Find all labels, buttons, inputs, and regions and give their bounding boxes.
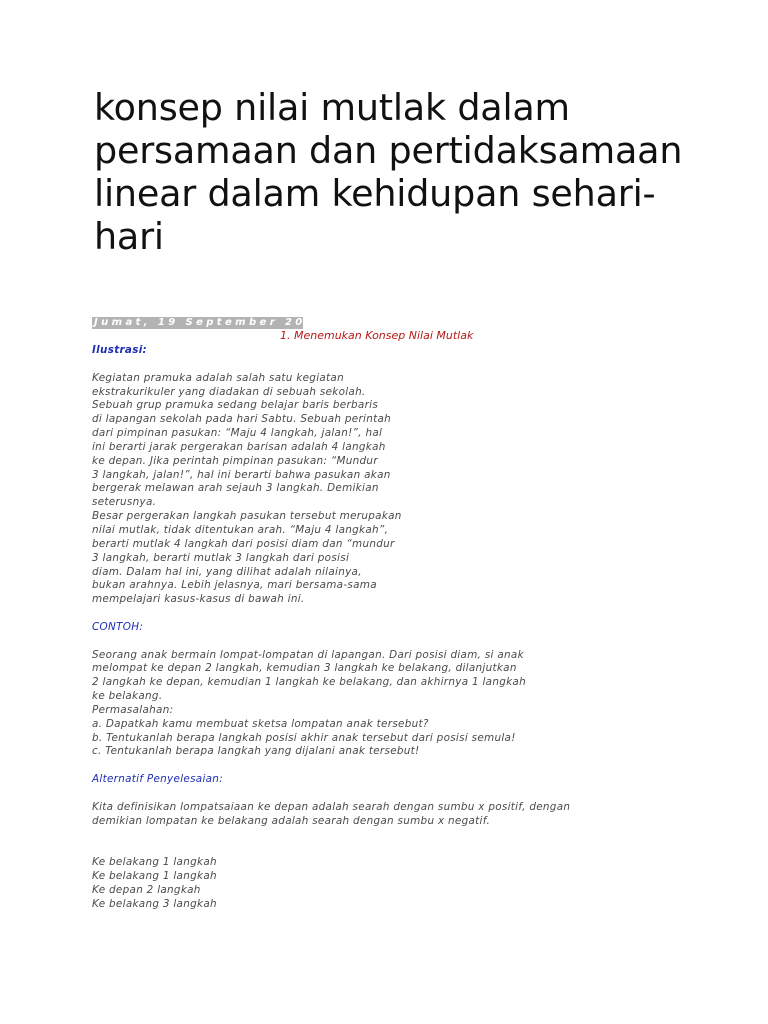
alternatif-paragraph [92, 801, 712, 829]
text-line: a. Dapatkah kamu membuat sketsa lompatan anak tersebut? [92, 717, 429, 730]
text-line: ke belakang. [92, 690, 163, 703]
text-line: Kita definisikan lompatsaiaan ke depan adalah searah dengan sumbu x positif, dengan [92, 800, 571, 813]
spacer [92, 635, 712, 649]
text-line: Permasalahan: [92, 703, 174, 716]
list-item: Ke belakang 1 langkah [92, 870, 217, 883]
text-line: demikian lompatan ke belakang adalah searah dengan sumbu x negatif. [92, 814, 491, 827]
list-item: Ke belakang 1 langkah [92, 856, 217, 869]
text-line: dari pimpinan pasukan: “Maju 4 langkah, jalan!”, hal [92, 427, 383, 440]
heading-contoh: CONTOH: [92, 620, 144, 633]
text-line: di lapangan sekolah pada hari Sabtu. Sebuah perintah [92, 413, 392, 426]
text-line: seterusnya. [92, 496, 157, 509]
list-item: Ke belakang 3 langkah [92, 897, 217, 910]
text-line: b. Tentukanlah berapa langkah posisi akhir anak tersebut dari posisi semula! [92, 731, 516, 744]
post-title[interactable]: konsep nilai mutlak dalam persamaan dan pertidaksamaan linear dalam kehidupan sehari-hari [94, 86, 683, 258]
ilustrasi-paragraph [92, 372, 712, 607]
text-line: berarti mutlak 4 langkah dari posisi diam dan “mundur [92, 537, 395, 550]
text-line: diam. Dalam hal ini, yang dilihat adalah nilainya, [92, 565, 362, 578]
text-line: bergerak melawan arah sejauh 3 langkah. Demikian [92, 482, 379, 495]
text-line: 3 langkah, jalan!”, hal ini berarti bahwa pasukan akan [92, 468, 391, 481]
post-body [92, 344, 712, 912]
text-line: Sebuah grup pramuka sedang belajar baris berbaris [92, 399, 379, 412]
text-line: melompat ke depan 2 langkah, kemudian 3 langkah ke belakang, dilanjutkan [92, 662, 517, 675]
text-line: nilai mutlak, tidak ditentukan arah. “Maju 4 langkah”, [92, 523, 389, 536]
heading-alternatif: Alternatif Penyelesaian: [92, 773, 223, 786]
section-title: 1. Menemukan Konsep Nilai Mutlak [280, 329, 474, 342]
spacer [92, 829, 712, 843]
text-line: Kegiatan pramuka adalah salah satu kegiatan [92, 371, 344, 384]
spacer [92, 787, 712, 801]
list-item: Ke depan 2 langkah [92, 883, 201, 896]
text-line: ekstrakurikuler yang diadakan di sebuah sekolah. [92, 385, 366, 398]
text-line: mempelajari kasus-kasus di bawah ini. [92, 593, 305, 606]
text-line: 3 langkah, berarti mutlak 3 langkah dari posisi [92, 551, 350, 564]
text-line: bukan arahnya. Lebih jelasnya, mari bersama-sama [92, 579, 377, 592]
text-line: ini berarti jarak pergerakan barisan adalah 4 langkah [92, 440, 386, 453]
text-line: ke depan. Jika perintah pimpinan pasukan: “Mundur [92, 454, 378, 467]
heading-ilustrasi: Ilustrasi: [92, 344, 148, 356]
spacer [92, 759, 712, 773]
contoh-paragraph [92, 649, 712, 760]
text-line: c. Tentukanlah berapa langkah yang dijalani anak tersebut! [92, 745, 420, 758]
text-line: Besar pergerakan langkah pasukan tersebut merupakan [92, 510, 402, 523]
text-line: Seorang anak bermain lompat-lompatan di lapangan. Dari posisi diam, si anak [92, 648, 524, 661]
text-line: 2 langkah ke depan, kemudian 1 langkah ke belakang, dan akhirnya 1 langkah [92, 676, 526, 689]
langkah-list [92, 856, 712, 911]
spacer [92, 842, 712, 856]
spacer [92, 607, 712, 621]
spacer [92, 358, 712, 372]
post-date-header: Jumat, 19 September 2014 [94, 317, 327, 328]
